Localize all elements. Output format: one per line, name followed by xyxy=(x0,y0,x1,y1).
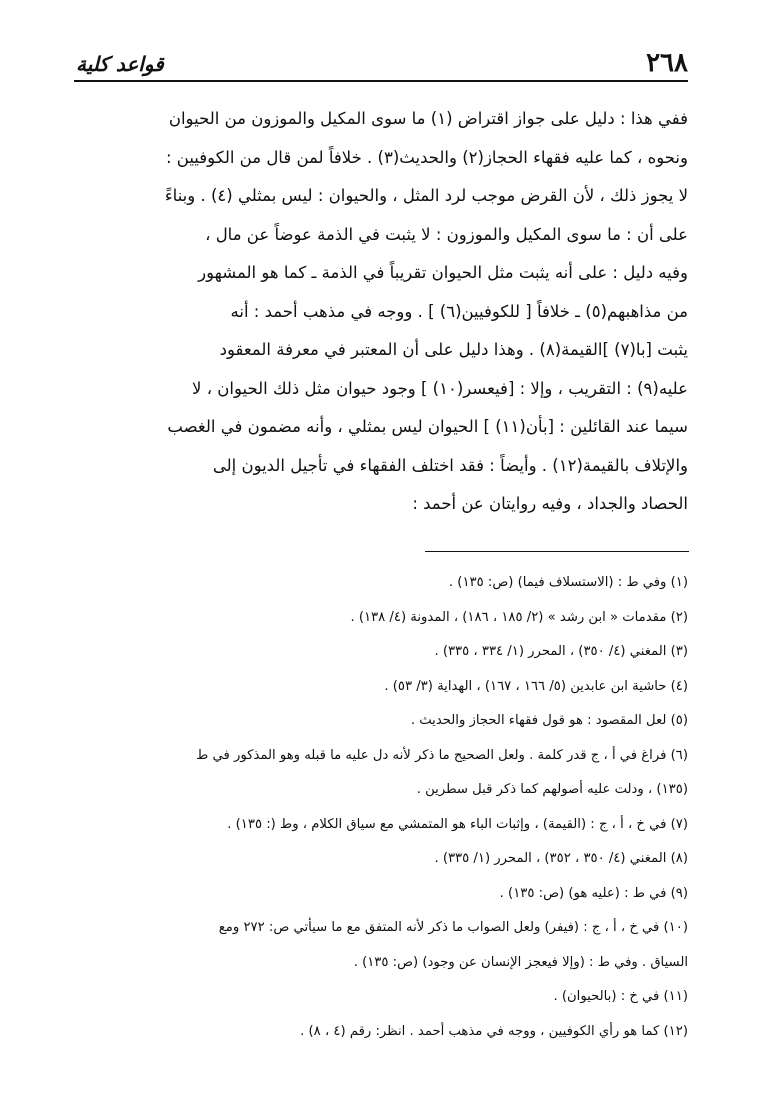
footnote-line: (١٢) كما هو رأي الكوفيين ، ووجه في مذهب أحمد . انظر: رقم (٤ ، ٨) . xyxy=(300,1023,688,1039)
text-line: سيما عند القائلين : [بأن(١١) ] الحيوان ليس بمثلي ، وأنه مضمون في الغصب xyxy=(167,417,688,436)
footnote-line: (١) وفي ط : (الاستسلاف فيما) (ص: ١٣٥) . xyxy=(448,575,688,590)
footnote-line: (١٠) في خ ، أ ، ج : (فيفر) ولعل الصواب ما ذكر لأنه المتفق مع ما سيأتي ص: ٢٧٢ ومع xyxy=(218,920,688,935)
page-header xyxy=(76,44,688,78)
header-rule xyxy=(74,80,688,82)
footnote-line: (١١) في خ : (بالحيوان) . xyxy=(553,989,688,1004)
page-number: ٢٦٨ xyxy=(646,48,688,78)
footnote-line: (٦) فراغ في أ ، ج قدر كلمة . ولعل الصحيح ما ذكر لأنه دل عليه ما قبله وهو المذكور في ط xyxy=(196,747,688,763)
text-line: عليه(٩) : التقريب ، وإلا : [فيعسر(١٠) ] وجود حيوان مثل ذلك الحيوان ، لا xyxy=(192,378,688,398)
text-line: ففي هذا : دليل على جواز اقتراض (١) ما سوى المكيل والموزون من الحيوان xyxy=(168,109,688,128)
footnote-line: (٣) المغني (٤/ ٣٥٠) ، المحرر (١/ ٣٣٤ ، ٣٣٥) . xyxy=(434,644,688,659)
text-line: وفيه دليل : على أنه يثبت مثل الحيوان تقريباً في الذمة ـ كما هو المشهور xyxy=(198,263,688,282)
footnote-line: (٥) لعل المقصود : هو قول فقهاء الحجاز والحديث . xyxy=(410,713,688,728)
running-title: قواعد كلية xyxy=(76,52,164,76)
text-line: والإتلاف بالقيمة(١٢) . وأيضاً : فقد اختلف الفقهاء في تأجيل الديون إلى xyxy=(212,455,688,475)
footnote-line: (٩) في ط : (عليه هو) (ص: ١٣٥) . xyxy=(499,885,688,901)
footnote-line: السياق . وفي ط : (وإلا فيعجز الإنسان عن وجود) (ص: ١٣٥) . xyxy=(353,954,688,970)
text-line: ونحوه ، كما عليه فقهاء الحجاز(٢) والحديث(٣) . خلافاً لمن قال من الكوفيين : xyxy=(165,147,688,167)
footnote-line: (٧) في خ ، أ ، ج : (القيمة) ، وإثبات الباء هو المتمشي مع سياق الكلام ، وط (: ١٣٥) . xyxy=(227,816,688,832)
footnote-separator xyxy=(425,551,689,552)
text-line: يثبت [با(٧) ]القيمة(٨) . وهذا دليل على أن المعتبر في معرفة المعقود xyxy=(219,340,688,359)
text-line: الحصاد والجداد ، وفيه روايتان عن أحمد : xyxy=(412,494,688,513)
text-line: على أن : ما سوى المكيل والموزون : لا يثبت في الذمة عوضاً عن مال ، xyxy=(205,224,688,244)
footnote-line: (٨) المغني (٤/ ٣٥٠ ، ٣٥٢) ، المحرر (١/ ٣٣٥) . xyxy=(434,851,688,866)
text-line: لا يجوز ذلك ، لأن القرض موجب لرد المثل ، والحيوان : ليس بمثلي (٤) . وبناءً xyxy=(164,186,688,205)
footnotes xyxy=(74,566,688,1049)
main-text xyxy=(74,100,688,524)
footnote-line: (٤) حاشية ابن عابدين (٥/ ١٦٦ ، ١٦٧) ، الهداية (٣/ ٥٣) . xyxy=(384,678,688,694)
footnote-line: (١٣٥) ، ودلت عليه أصولهم كما ذكر قبل سطرين . xyxy=(416,782,688,797)
text-line: من مذاهبهم(٥) ـ خلافاً [ للكوفيين(٦) ] . ووجه في مذهب أحمد : أنه xyxy=(230,301,688,321)
footnote-line: (٢) مقدمات « ابن رشد » (٢/ ١٨٥ ، ١٨٦) ، المدونة (٤/ ١٣٨) . xyxy=(350,609,688,625)
